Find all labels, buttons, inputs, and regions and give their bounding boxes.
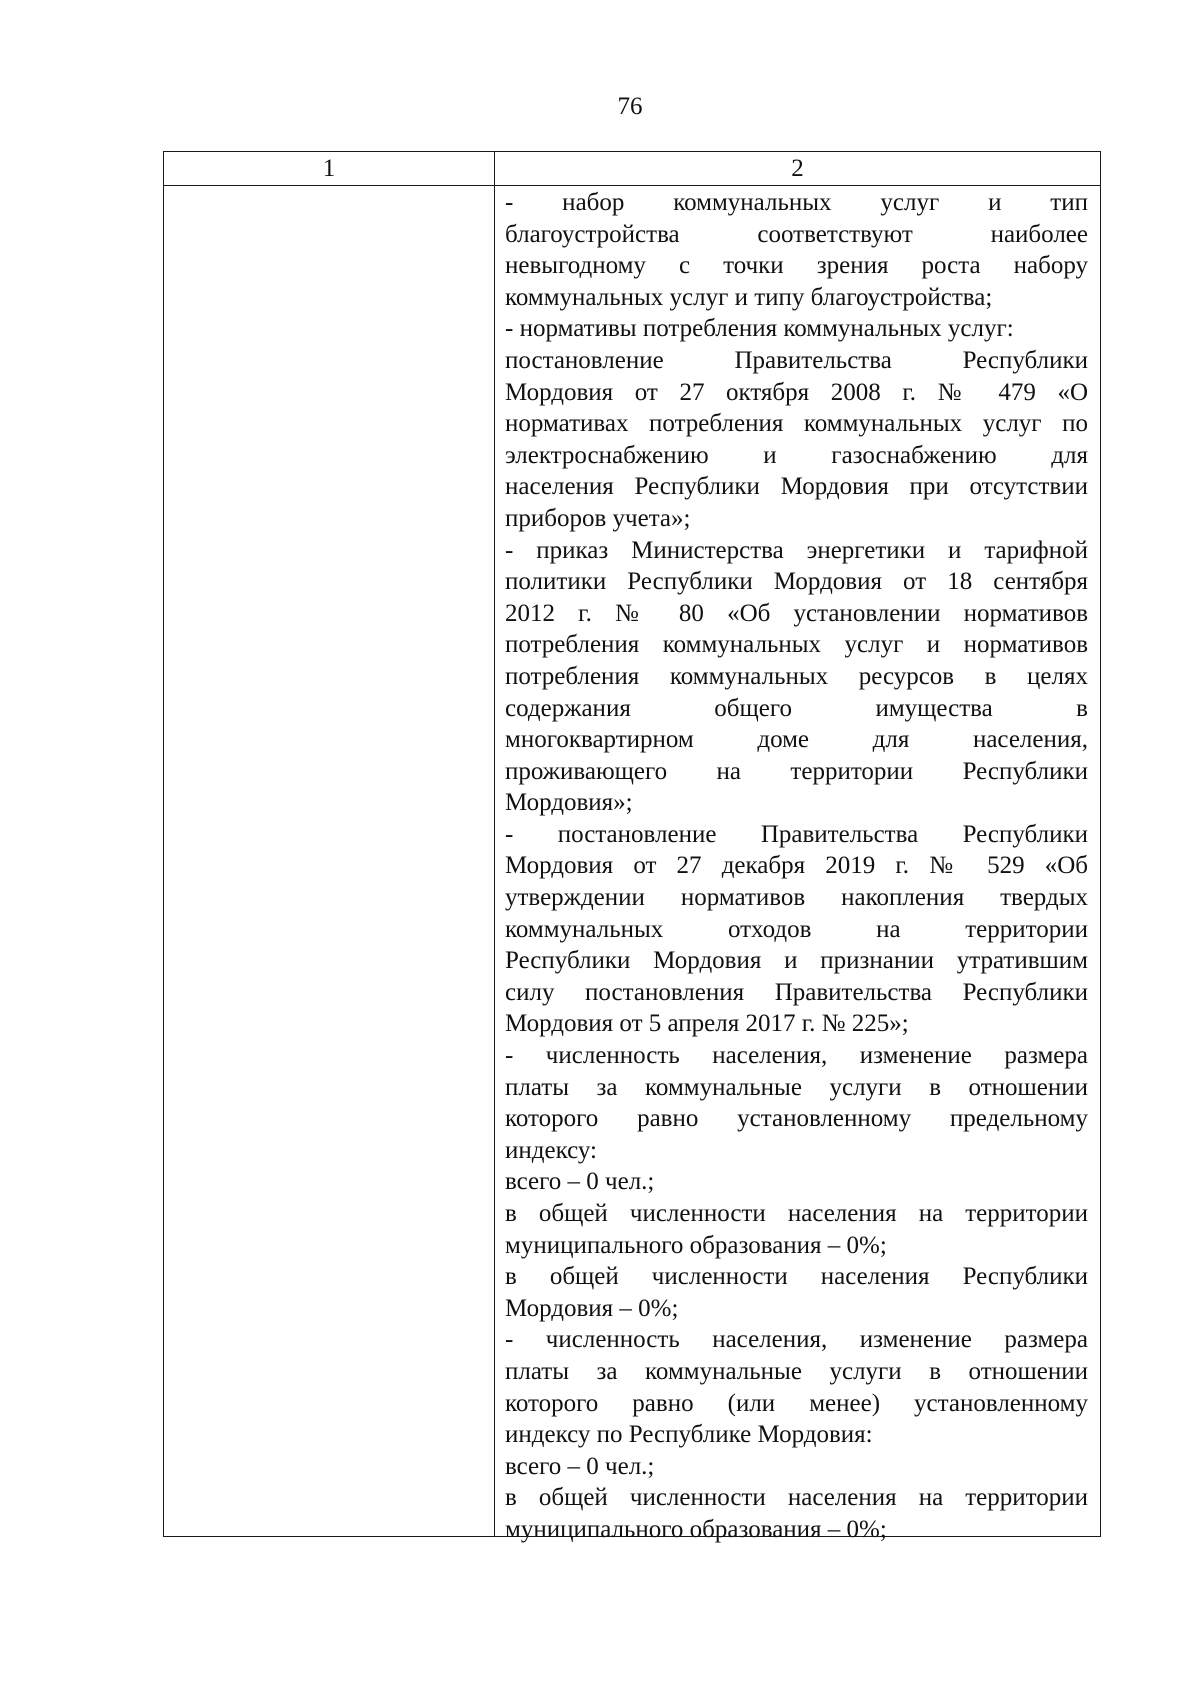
text-line: - численность населения, изменение размера [505,1326,1088,1354]
text-line: которого равно установленному предельному [505,1105,1088,1133]
text-line: которого равно (или менее) установленному [505,1389,1088,1417]
text-line: муниципального образования – 0%; [505,1515,887,1543]
text-line: проживающего на территории Республики [505,757,1088,785]
text-line: платы за коммунальные услуги в отношении [505,1357,1088,1385]
text-line: индексу: [505,1136,597,1164]
text-line: муниципального образования – 0%; [505,1231,887,1259]
text-line: - численность населения, изменение размера [505,1042,1088,1070]
text-line: - приказ Министерства энергетики и тарифной [505,536,1088,564]
text-line: - набор коммунальных услуг и тип [505,189,1088,216]
text-line: Мордовия – 0%; [505,1294,679,1322]
document-table [163,151,1101,1543]
page-number: 76 [617,93,643,120]
text-line: невыгодному с точки зрения роста набору [505,252,1088,280]
text-line: населения Республики Мордовия при отсутствии [505,473,1088,501]
text-line: Республики Мордовия и признании утратившим [505,947,1088,975]
text-line: приборов учета»; [505,504,691,532]
text-line: индексу по Республике Мордовия: [505,1421,873,1449]
text-line: потребления коммунальных услуг и нормативов [505,631,1088,659]
text-line: в общей численности населения на территории [505,1484,1088,1512]
text-line: в общей численности населения Республики [505,1263,1088,1291]
text-line: в общей численности населения на территории [505,1200,1088,1227]
text-line: Мордовия от 27 октября 2008 г. № 479 «О [505,378,1088,406]
text-line: коммунальных услуг и типу благоустройства; [505,283,993,311]
table-header-row [164,152,1100,186]
table-header-col-1: 1 [322,155,336,182]
text-line: содержания общего имущества в [505,694,1088,722]
text-line: благоустройства соответствуют наиболее [505,220,1088,248]
text-line: потребления коммунальных ресурсов в целях [505,662,1088,690]
text-line: - постановление Правительства Республики [505,820,1088,848]
text-line: электроснабжению и газоснабжению для [505,441,1088,469]
text-line: нормативах потребления коммунальных услуг по [505,410,1088,438]
text-line: 2012 г. № 80 «Об установлении нормативов [505,599,1088,627]
text-line: всего – 0 чел.; [505,1452,655,1480]
column-divider [494,152,495,1536]
text-line: многоквартирном доме для населения, [505,726,1088,754]
text-line: коммунальных отходов на территории [505,915,1088,943]
table-header-col-2: 2 [791,155,804,182]
text-line: постановление Правительства Республики [505,346,1088,374]
text-line: силу постановления Правительства Республики [505,978,1088,1006]
text-line: Мордовия»; [505,789,633,817]
text-line: - нормативы потребления коммунальных услуг: [505,315,1014,343]
text-line: платы за коммунальные услуги в отношении [505,1073,1088,1101]
text-line: утверждении нормативов накопления твердых [505,884,1088,912]
text-line: Мордовия от 27 декабря 2019 г. № 529 «Об [505,852,1088,880]
text-line: всего – 0 чел.; [505,1168,655,1196]
text-line: политики Республики Мордовия от 18 сентября [505,568,1088,596]
table-cell-col-2 [505,187,1088,1546]
text-line: Мордовия от 5 апреля 2017 г. № 225»; [505,1010,909,1038]
